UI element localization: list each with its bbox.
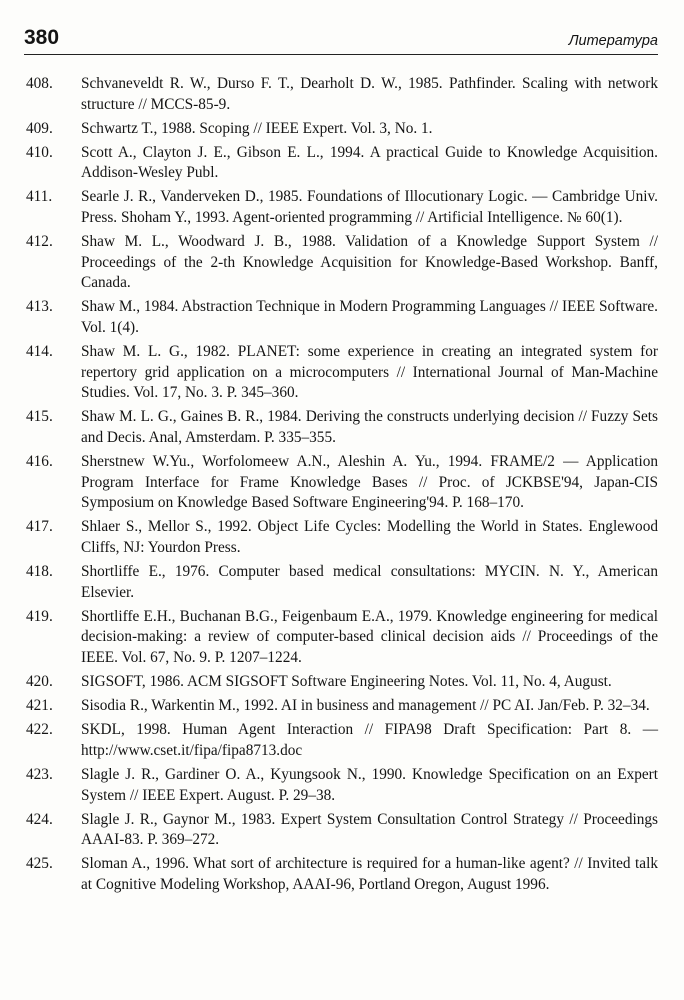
reference-item xyxy=(26,517,658,558)
reference-text: SKDL, 1998. Human Agent Interaction // FIPA98 Draft Specification: Part 8. — http://www.cset.it/fipa/fipa8713.doc xyxy=(81,721,658,759)
reference-number: 423. xyxy=(26,765,53,783)
reference-item xyxy=(26,342,658,404)
reference-text: Sherstnew W.Yu., Worfolomeew A.N., Aleshin A. Yu., 1994. FRAME/2 — Application Program Interface for Frame Knowledge Bases // Proc. of JCKBSE'94, Japan-CIS Symposium on Knowledge Based Software Engineering'94. P. 168–170. xyxy=(81,453,658,512)
reference-number: 413. xyxy=(26,298,53,316)
reference-number: 408. xyxy=(26,75,53,92)
reference-text: Schvaneveldt R. W., Durso F. T., Dearholt D. W., 1985. Pathfinder. Scaling with network structure // MCCS-85-9. xyxy=(81,75,658,113)
reference-text: Slagle J. R., Gaynor M., 1983. Expert System Consultation Control Strategy // Proceedings AAAI-83. P. 369–272. xyxy=(81,810,658,849)
reference-number: 418. xyxy=(26,563,53,581)
reference-item xyxy=(26,74,658,115)
reference-number: 422. xyxy=(26,721,53,739)
reference-text: Slagle J. R., Gardiner O. A., Kyungsook N., 1990. Knowledge Specification on an Expert System // IEEE Expert. August. P. 29–38. xyxy=(81,765,658,804)
reference-number: 409. xyxy=(26,119,53,137)
reference-number: 416. xyxy=(26,453,53,471)
reference-item xyxy=(26,672,658,693)
reference-text: Shaw M. L. G., 1982. PLANET: some experience in creating an integrated system for repertory grid application on a microcomputers // International Journal of Man-Machine Studies. Vol. 17, No. 3. P. 345–360. xyxy=(81,343,658,402)
reference-number: 424. xyxy=(26,810,53,828)
reference-item xyxy=(26,854,658,895)
reference-text: Shlaer S., Mellor S., 1992. Object Life Cycles: Modelling the World in States. Englewood Cliffs, NJ: Yourdon Press. xyxy=(81,518,658,556)
reference-number: 414. xyxy=(26,343,53,361)
reference-number: 410. xyxy=(26,143,53,161)
reference-text: SIGSOFT, 1986. ACM SIGSOFT Software Engineering Notes. Vol. 11, No. 4, August. xyxy=(81,673,612,691)
reference-text: Shaw M., 1984. Abstraction Technique in Modern Programming Languages // IEEE Software. Vol. 1(4). xyxy=(81,298,658,337)
reference-number: 419. xyxy=(26,607,53,625)
reference-number: 420. xyxy=(26,673,53,691)
reference-item xyxy=(26,143,658,184)
reference-text: Sisodia R., Warkentin M., 1992. AI in business and management // PC AI. Jan/Feb. P. 32–34. xyxy=(81,697,650,715)
reference-item xyxy=(26,119,658,140)
reference-text: Scott A., Clayton J. E., Gibson E. L., 1994. A practical Guide to Knowledge Acquisition. Addison-Wesley Publ. xyxy=(81,143,658,182)
reference-item xyxy=(26,297,658,338)
reference-item xyxy=(26,407,658,448)
reference-item xyxy=(26,232,658,294)
reference-number: 421. xyxy=(26,697,53,715)
page-number: 380 xyxy=(24,26,60,49)
reference-text: Schwartz T., 1988. Scoping // IEEE Expert. Vol. 3, No. 1. xyxy=(81,119,433,137)
reference-number: 425. xyxy=(26,855,53,873)
reference-number: 412. xyxy=(26,233,53,251)
reference-item xyxy=(26,187,658,228)
section-title: Литература xyxy=(568,33,658,49)
reference-item xyxy=(26,452,658,514)
reference-text: Searle J. R., Vanderveken D., 1985. Foundations of Illocutionary Logic. — Cambridge Univ. Press. Shoham Y., 1993. Agent-oriented programming // Artificial Intelligence. № 60(1). xyxy=(81,188,658,227)
reference-text: Shaw M. L. G., Gaines B. R., 1984. Deriving the constructs underlying decision // Fuzzy Sets and Decis. Anal, Amsterdam. P. 335–355. xyxy=(81,408,658,446)
page-header xyxy=(24,24,658,55)
reference-item xyxy=(26,720,658,761)
reference-text: Shortliffe E.H., Buchanan B.G., Feigenbaum E.A., 1979. Knowledge engineering for medical decision-making: a review of computer-based clinical decision aids // Proceedings of the IEEE. Vol. 67, No. 9. P. 1207–1224. xyxy=(81,607,658,666)
reference-number: 417. xyxy=(26,518,53,536)
reference-item xyxy=(26,765,658,806)
reference-list xyxy=(26,74,658,899)
reference-text: Sloman A., 1996. What sort of architecture is required for a human-like agent? // Invited talk at Cognitive Modeling Workshop, AAAI-96, Portland Oregon, August 1996. xyxy=(81,855,658,893)
reference-item xyxy=(26,696,658,717)
reference-number: 415. xyxy=(26,408,53,426)
reference-item xyxy=(26,562,658,603)
reference-item xyxy=(26,810,658,851)
reference-text: Shaw M. L., Woodward J. B., 1988. Validation of a Knowledge Support System // Proceedings of the 2-th Knowledge Acquisition for Knowledge-Based Workshop. Banff, Canada. xyxy=(81,233,658,292)
reference-text: Shortliffe E., 1976. Computer based medical consultations: MYCIN. N. Y., American Elsevier. xyxy=(81,563,658,601)
reference-item xyxy=(26,607,658,669)
reference-number: 411. xyxy=(26,188,53,206)
